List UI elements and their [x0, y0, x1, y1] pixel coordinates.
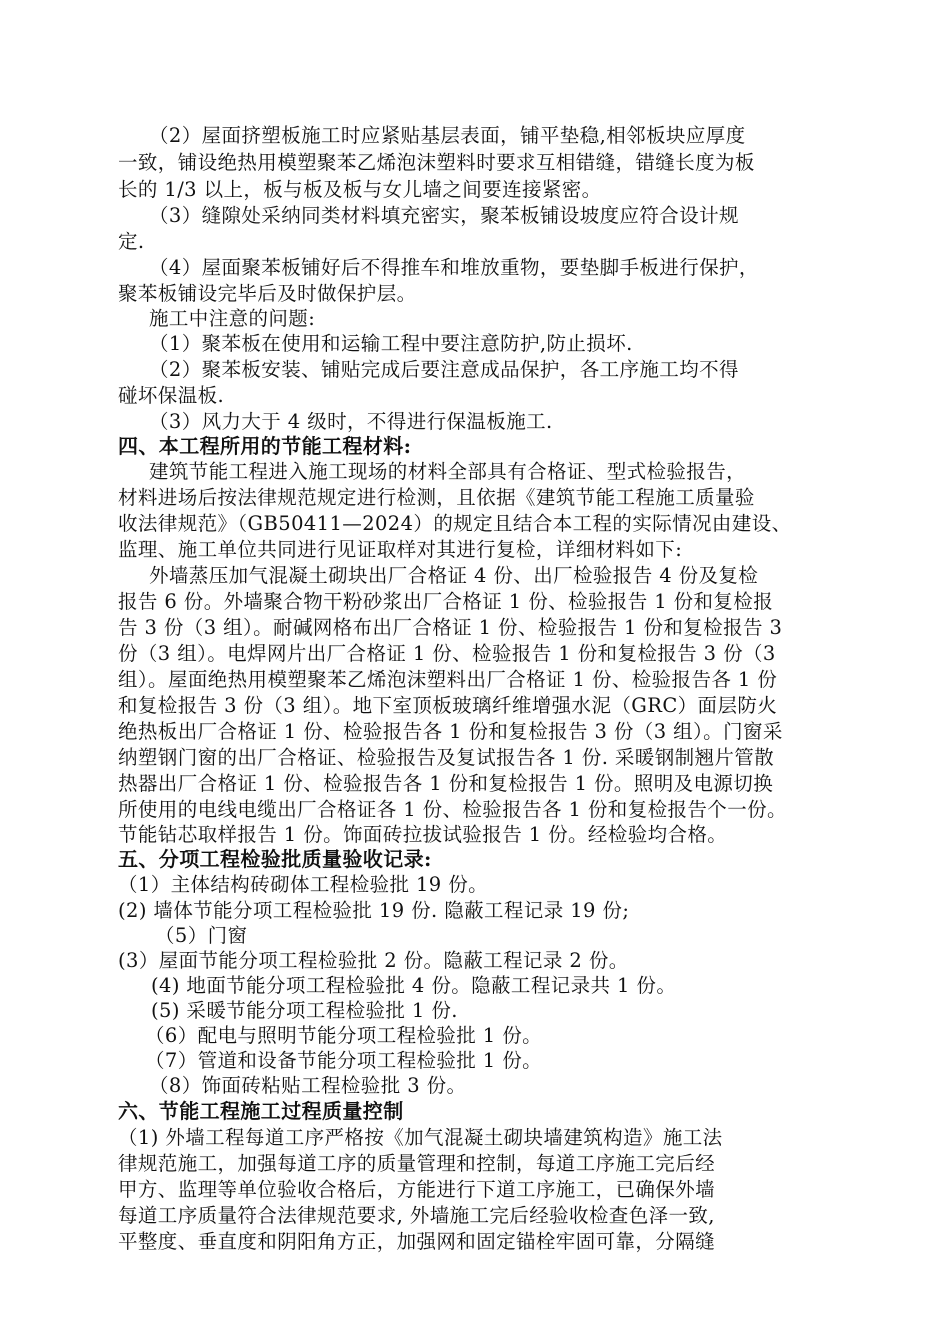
list-item: (5) 采暖节能分项工程检验批 1 份. [151, 999, 458, 1022]
paragraph-line: 绝热板出厂合格证 1 份、检验报告各 1 份和复检报告 3 份（3 组）。门窗采 [118, 720, 783, 743]
section-heading: 五、分项工程检验批质量验收记录: [118, 847, 432, 871]
list-item: (2) 墙体节能分项工程检验批 19 份. 隐蔽工程记录 19 份; [118, 899, 630, 922]
paragraph-line: 聚苯板铺设完毕后及时做保护层。 [118, 282, 417, 305]
paragraph-line: 热器出厂合格证 1 份、检验报告各 1 份和复检报告 1 份。照明及电源切换 [118, 772, 774, 795]
list-item: （6）配电与照明节能分项工程检验批 1 份。 [145, 1024, 543, 1047]
list-item: (3）屋面节能分项工程检验批 2 份。隐蔽工程记录 2 份。 [118, 949, 629, 972]
paragraph-line: （1）聚苯板在使用和运输工程中要注意防护,防止损坏. [149, 332, 633, 355]
paragraph-line: 监理、施工单位共同进行见证取样对其进行复检，详细材料如下: [118, 538, 683, 561]
paragraph-line: 组）。屋面绝热用模塑聚苯乙烯泡沫塑料出厂合格证 1 份、检验报告各 1 份 [118, 668, 778, 691]
paragraph-line: 建筑节能工程进入施工现场的材料全部具有合格证、型式检验报告， [149, 460, 747, 483]
paragraph-line: （2）聚苯板安装、铺贴完成后要注意成品保护，各工序施工均不得 [149, 358, 739, 381]
list-item: （8）饰面砖粘贴工程检验批 3 份。 [149, 1074, 467, 1097]
paragraph-line: 和复检报告 3 份（3 组）。地下室顶板玻璃纤维增强水泥（GRC）面层防火 [118, 694, 778, 717]
paragraph-line: 份（3 组）。电焊网片出厂合格证 1 份、检验报告 1 份和复检报告 3 份（3 [118, 642, 776, 665]
paragraph-line: （2）屋面挤塑板施工时应紧贴基层表面，铺平垫稳,相邻板块应厚度 [149, 124, 746, 147]
paragraph-line: 材料进场后按法律规范规定进行检测，且依据《建筑节能工程施工质量验 [118, 486, 755, 509]
paragraph-line: 甲方、监理等单位验收合格后，方能进行下道工序施工，已确保外墙 [118, 1178, 716, 1201]
section-heading: 四、本工程所用的节能工程材料: [118, 434, 412, 458]
paragraph-line: 所使用的电线电缆出厂合格证各 1 份、检验报告各 1 份和复检报告个一份。 [118, 798, 787, 821]
paragraph-line: 定. [118, 230, 145, 253]
paragraph-line: 碰坏保温板. [118, 384, 225, 407]
section-heading: 六、节能工程施工过程质量控制 [118, 1099, 404, 1123]
list-item: （7）管道和设备节能分项工程检验批 1 份。 [145, 1049, 543, 1072]
paragraph-line: （3）缝隙处采纳同类材料填充密实，聚苯板铺设坡度应符合设计规 [149, 204, 739, 227]
list-item: （1）主体结构砖砌体工程检验批 19 份。 [118, 873, 489, 896]
paragraph-line: （1) 外墙工程每道工序严格按《加气混凝土砌块墙建筑构造》施工法 [118, 1126, 723, 1149]
paragraph-line: 律规范施工，加强每道工序的质量管理和控制，每道工序施工完后经 [118, 1152, 716, 1175]
paragraph-line: 收法律规范》（GB50411—2024）的规定且结合本工程的实际情况由建设、 [118, 512, 792, 535]
paragraph-line: 告 3 份（3 组）。耐碱网格布出厂合格证 1 份、检验报告 1 份和复检报告 3 [118, 616, 783, 639]
list-item: (4) 地面节能分项工程检验批 4 份。隐蔽工程记录共 1 份。 [151, 974, 677, 997]
paragraph-line: 一致，铺设绝热用模塑聚苯乙烯泡沫塑料时要求互相错缝，错缝长度为板 [118, 151, 755, 174]
paragraph-line: 长的 1/3 以上，板与板及板与女儿墙之间要连接紧密。 [118, 178, 602, 201]
list-item: （5）门窗 [155, 924, 248, 947]
paragraph-line: 施工中注意的问题: [149, 307, 316, 330]
paragraph-line: 每道工序质量符合法律规范要求, 外墙施工完后经验收检查色泽一致, [118, 1204, 715, 1227]
paragraph-line: 报告 6 份。外墙聚合物干粉砂浆出厂合格证 1 份、检验报告 1 份和复检报 [118, 590, 774, 613]
paragraph-line: （3）风力大于 4 级时，不得进行保温板施工. [149, 410, 553, 433]
paragraph-line: （4）屋面聚苯板铺好后不得推车和堆放重物，要垫脚手板进行保护， [149, 256, 759, 279]
paragraph-line: 纳塑钢门窗的出厂合格证、检验报告及复试报告各 1 份. 采暖钢制翘片管散 [118, 746, 775, 769]
paragraph-line: 平整度、垂直度和阴阳角方正，加强网和固定锚栓牢固可靠，分隔缝 [118, 1230, 716, 1253]
paragraph-line: 节能钻芯取样报告 1 份。饰面砖拉拔试验报告 1 份。经检验均合格。 [118, 823, 728, 846]
paragraph-line: 外墙蒸压加气混凝土砌块出厂合格证 4 份、出厂检验报告 4 份及复检 [149, 564, 759, 587]
